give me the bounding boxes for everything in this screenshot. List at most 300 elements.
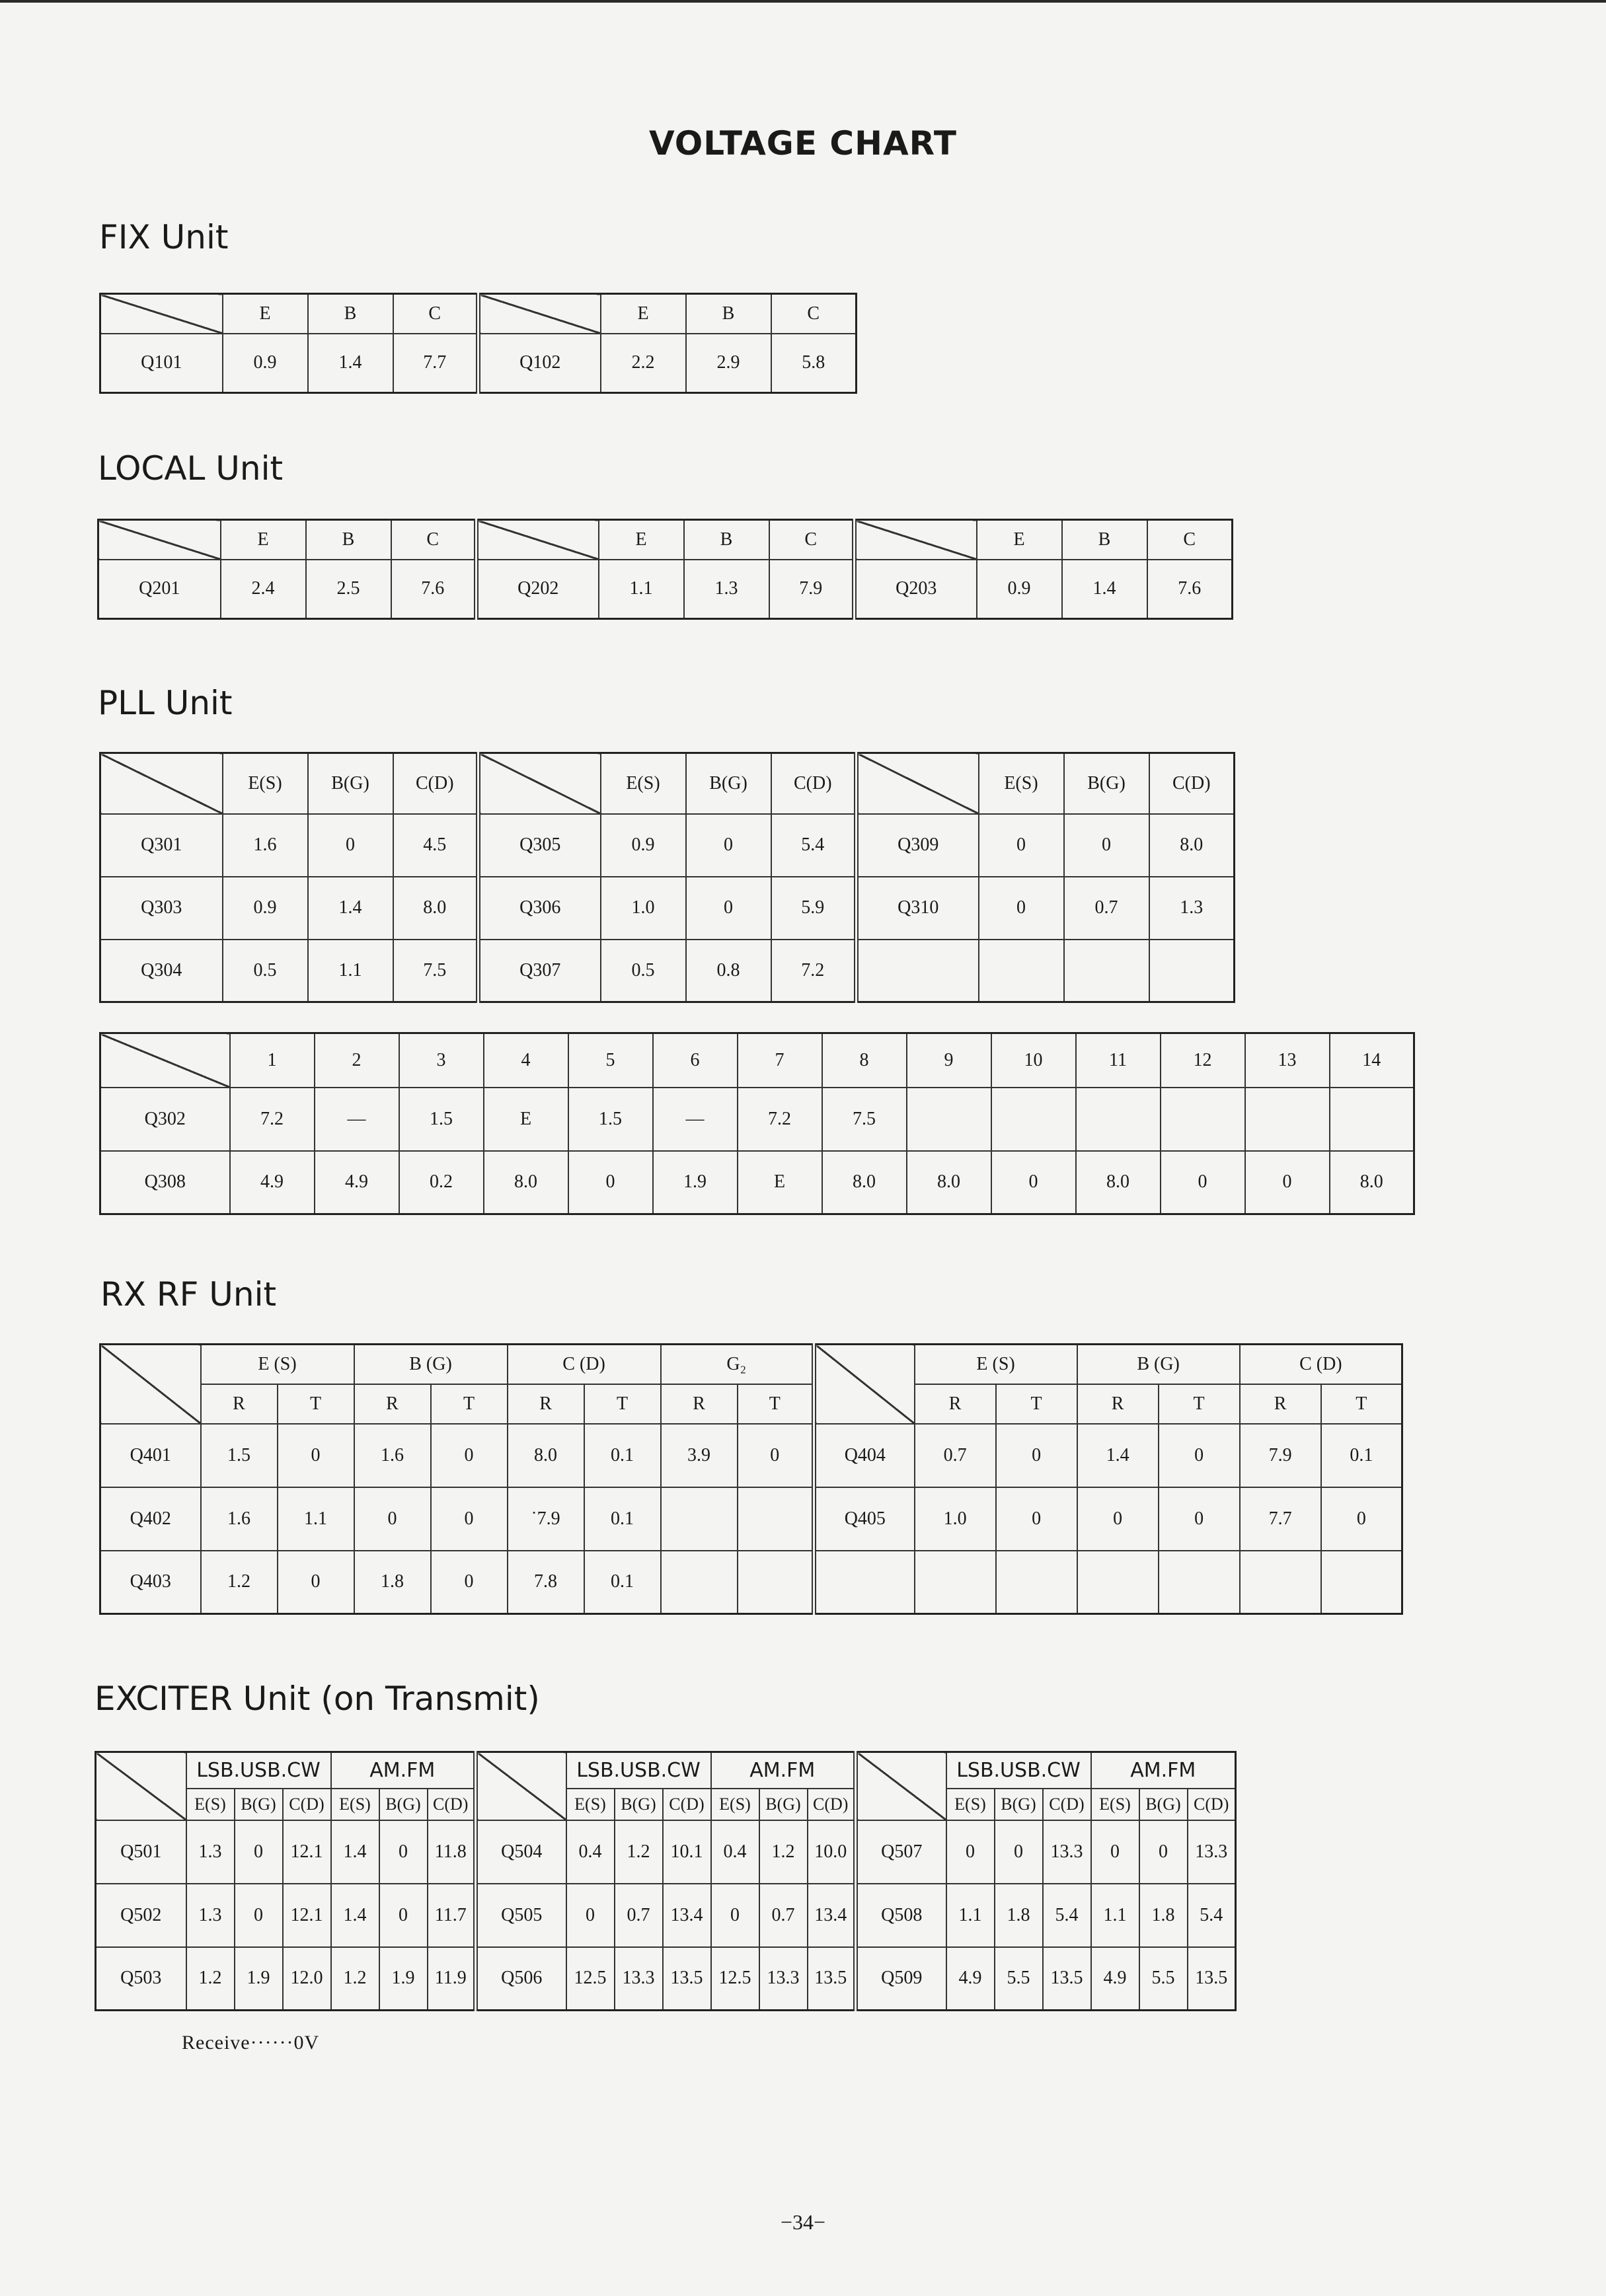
rxrf-voltage-value: 0 <box>1159 1487 1240 1551</box>
exciter-voltage-value: 5.4 <box>1188 1884 1236 1947</box>
pin-voltage-value: 0 <box>991 1151 1076 1214</box>
exciter-transistor-label: Q501 <box>96 1820 186 1884</box>
pll-transistor-label: Q303 <box>100 877 223 940</box>
exciter-mode-header: LSB.USB.CW <box>186 1752 331 1789</box>
pin-voltage-value: E <box>738 1151 822 1214</box>
exciter-voltage-value: 4.9 <box>1091 1947 1139 2011</box>
pin-voltage-value: 0 <box>1245 1151 1330 1214</box>
pin-number-header: 12 <box>1161 1033 1245 1088</box>
exciter-transistor-label: Q502 <box>96 1884 186 1947</box>
top-rule <box>0 0 1606 3</box>
pin-voltage-value: 0 <box>568 1151 653 1214</box>
exciter-voltage-value: 1.1 <box>1091 1884 1139 1947</box>
exciter-electrode-header: E(S) <box>331 1789 379 1820</box>
exciter-voltage-value: 0.7 <box>615 1884 663 1947</box>
fix-voltage-value: 1.4 <box>308 334 393 393</box>
pll-voltage-value: 5.4 <box>771 814 857 877</box>
rxrf-voltage-value: 1.6 <box>201 1487 278 1551</box>
page-title: VOLTAGE CHART <box>648 124 958 163</box>
pll-voltage-value: 0.5 <box>223 940 308 1002</box>
pll-column-header: E(S) <box>223 753 308 814</box>
local-voltage-value: 7.6 <box>1147 560 1233 619</box>
exciter-voltage-value: 10.1 <box>663 1820 711 1884</box>
exciter-mode-header: AM.FM <box>1091 1752 1236 1789</box>
pll-voltage-value: 7.5 <box>393 940 478 1002</box>
fix-unit-heading: FIX Unit <box>99 218 229 256</box>
pll-voltage-value: 8.0 <box>393 877 478 940</box>
exciter-transistor-label: Q505 <box>476 1884 566 1947</box>
exciter-electrode-header: B(G) <box>759 1789 808 1820</box>
exciter-voltage-value: 5.5 <box>1139 1947 1188 2011</box>
receive-note: Receive······0V <box>182 2032 320 2054</box>
pll-unit-table <box>99 752 1235 1003</box>
exciter-voltage-value: 1.2 <box>186 1947 235 2011</box>
rxrf-voltage-value: 0 <box>431 1551 508 1614</box>
rxrf-voltage-value: 0 <box>278 1551 354 1614</box>
exciter-voltage-value: 11.7 <box>428 1884 476 1947</box>
exciter-voltage-value: 0 <box>235 1820 283 1884</box>
exciter-electrode-header: B(G) <box>1139 1789 1188 1820</box>
pll-voltage-value: 4.5 <box>393 814 478 877</box>
fix-transistor-label: Q101 <box>100 334 223 393</box>
pll-column-header: C(D) <box>393 753 478 814</box>
fix-voltage-value: 7.7 <box>393 334 478 393</box>
exciter-voltage-value: 13.5 <box>808 1947 856 2011</box>
rxrf-voltage-value: 8.0 <box>508 1424 584 1487</box>
exciter-electrode-header: E(S) <box>186 1789 235 1820</box>
pll-corner-cell <box>478 753 601 814</box>
rxrf-voltage-value <box>661 1551 738 1614</box>
rxrf-transistor-label: Q405 <box>814 1487 915 1551</box>
local-column-header: E <box>221 520 306 560</box>
exciter-voltage-value: 13.3 <box>759 1947 808 2011</box>
fix-column-header: C <box>393 294 478 334</box>
exciter-transistor-label: Q508 <box>856 1884 946 1947</box>
pll-column-header: E(S) <box>601 753 686 814</box>
header-row <box>100 294 857 334</box>
exciter-voltage-value: 1.2 <box>331 1947 379 2011</box>
rxrf-rt-header: R <box>1077 1384 1159 1424</box>
pll-transistor-label: Q309 <box>857 814 979 877</box>
local-voltage-value: 1.1 <box>599 560 684 619</box>
exciter-electrode-header: E(S) <box>946 1789 995 1820</box>
rxrf-data-row <box>100 1487 1402 1551</box>
group-header-row <box>100 1345 1402 1384</box>
exciter-corner-cell <box>856 1752 946 1820</box>
page-number: −34− <box>780 2210 826 2234</box>
exciter-voltage-value: 12.5 <box>566 1947 615 2011</box>
pin-number-header: 7 <box>738 1033 822 1088</box>
pin-number-header: 6 <box>653 1033 738 1088</box>
rxrf-voltage-value <box>1321 1551 1402 1614</box>
pll-unit-heading: PLL Unit <box>98 684 233 722</box>
pll-column-header: C(D) <box>1149 753 1235 814</box>
local-unit-heading: LOCAL Unit <box>98 449 284 488</box>
rxrf-voltage-value <box>661 1487 738 1551</box>
rxrf-voltage-value <box>915 1551 996 1614</box>
rxrf-voltage-value: 1.6 <box>354 1424 431 1487</box>
pll-voltage-value <box>979 940 1064 1002</box>
pll-column-header: B(G) <box>1064 753 1149 814</box>
rxrf-rt-header: R <box>201 1384 278 1424</box>
pins-transistor-label: Q308 <box>100 1151 230 1214</box>
local-column-header: C <box>391 520 477 560</box>
exciter-voltage-value: 13.5 <box>1188 1947 1236 2011</box>
exciter-voltage-value: 1.4 <box>331 1820 379 1884</box>
exciter-voltage-value: 1.8 <box>1139 1884 1188 1947</box>
exciter-voltage-value: 12.1 <box>283 1884 331 1947</box>
pin-voltage-value: 7.5 <box>822 1088 907 1151</box>
pin-voltage-value: 7.2 <box>230 1088 315 1151</box>
fix-corner-cell <box>100 294 223 334</box>
pll-voltage-value: 0 <box>1064 814 1149 877</box>
pll-voltage-value: 0.9 <box>601 814 686 877</box>
pins-transistor-label: Q302 <box>100 1088 230 1151</box>
pin-voltage-value: 8.0 <box>907 1151 991 1214</box>
rxrf-transistor-label: Q404 <box>814 1424 915 1487</box>
exciter-mode-header: AM.FM <box>331 1752 476 1789</box>
rxrf-electrode-header: B (G) <box>1077 1345 1240 1384</box>
pll-voltage-value <box>1064 940 1149 1002</box>
rxrf-rt-header: R <box>915 1384 996 1424</box>
pll-column-header: E(S) <box>979 753 1064 814</box>
local-voltage-value: 0.9 <box>977 560 1062 619</box>
pll-pin-table <box>99 1032 1415 1215</box>
exciter-voltage-value: 1.1 <box>946 1884 995 1947</box>
pins-data-row <box>100 1088 1414 1151</box>
exciter-voltage-value: 0.4 <box>566 1820 615 1884</box>
exciter-voltage-value: 1.4 <box>331 1884 379 1947</box>
fix-voltage-value: 0.9 <box>223 334 308 393</box>
pin-voltage-value: 0 <box>1161 1151 1245 1214</box>
pll-transistor-label: Q304 <box>100 940 223 1002</box>
exciter-voltage-value: 13.3 <box>1043 1820 1091 1884</box>
fix-voltage-value: 2.2 <box>601 334 686 393</box>
exciter-voltage-value: 1.2 <box>759 1820 808 1884</box>
rxrf-unit-table <box>99 1343 1403 1615</box>
exciter-electrode-header: C(D) <box>283 1789 331 1820</box>
fix-transistor-label: Q102 <box>478 334 601 393</box>
exciter-voltage-value: 1.9 <box>379 1947 428 2011</box>
exciter-voltage-value: 1.3 <box>186 1820 235 1884</box>
local-corner-cell <box>855 520 977 560</box>
rxrf-voltage-value: 0 <box>1321 1487 1402 1551</box>
exciter-data-row <box>96 1884 1236 1947</box>
pin-number-header: 5 <box>568 1033 653 1088</box>
pin-voltage-value <box>1161 1088 1245 1151</box>
rxrf-corner-cell <box>100 1345 201 1424</box>
exciter-electrode-header: B(G) <box>235 1789 283 1820</box>
rxrf-rt-header: T <box>431 1384 508 1424</box>
pll-voltage-value <box>1149 940 1235 1002</box>
exciter-voltage-value: 12.0 <box>283 1947 331 2011</box>
local-column-header: C <box>1147 520 1233 560</box>
local-voltage-value: 2.4 <box>221 560 306 619</box>
rxrf-voltage-value: 0.7 <box>915 1424 996 1487</box>
pin-voltage-value <box>1330 1088 1414 1151</box>
rxrf-rt-header: R <box>354 1384 431 1424</box>
exciter-voltage-value: 0 <box>235 1884 283 1947</box>
rxrf-voltage-value: 0.1 <box>1321 1424 1402 1487</box>
pll-voltage-value: 1.1 <box>308 940 393 1002</box>
pin-voltage-value <box>907 1088 991 1151</box>
rxrf-voltage-value: 0 <box>738 1424 814 1487</box>
exciter-voltage-value: 0.7 <box>759 1884 808 1947</box>
pll-voltage-value: 0.9 <box>223 877 308 940</box>
rxrf-rt-header: T <box>1321 1384 1402 1424</box>
pin-voltage-value: 8.0 <box>1076 1151 1161 1214</box>
pll-corner-cell <box>100 753 223 814</box>
rxrf-voltage-value <box>1077 1551 1159 1614</box>
pin-number-header: 4 <box>484 1033 568 1088</box>
pll-column-header: B(G) <box>686 753 771 814</box>
exciter-electrode-header: E(S) <box>711 1789 759 1820</box>
pin-voltage-value: 1.5 <box>399 1088 484 1151</box>
pin-voltage-value: 8.0 <box>484 1151 568 1214</box>
fix-data-row <box>100 334 857 393</box>
exciter-electrode-header: E(S) <box>1091 1789 1139 1820</box>
exciter-corner-cell <box>96 1752 186 1820</box>
rxrf-transistor-label: Q402 <box>100 1487 201 1551</box>
rxrf-voltage-value: 0 <box>431 1424 508 1487</box>
rxrf-voltage-value: 0.1 <box>584 1424 661 1487</box>
local-corner-cell <box>477 520 599 560</box>
rxrf-voltage-value <box>996 1551 1077 1614</box>
pll-corner-cell <box>857 753 979 814</box>
exciter-voltage-value: 5.5 <box>995 1947 1043 2011</box>
local-voltage-value: 2.5 <box>306 560 391 619</box>
exciter-voltage-value: 12.5 <box>711 1947 759 2011</box>
exciter-electrode-header: E(S) <box>566 1789 615 1820</box>
pll-voltage-value: 8.0 <box>1149 814 1235 877</box>
exciter-voltage-value: 0 <box>566 1884 615 1947</box>
exciter-voltage-value: 13.3 <box>1188 1820 1236 1884</box>
exciter-voltage-value: 10.0 <box>808 1820 856 1884</box>
exciter-voltage-value: 13.4 <box>808 1884 856 1947</box>
rxrf-voltage-value: 0 <box>996 1487 1077 1551</box>
sub-header-row <box>96 1789 1236 1820</box>
exciter-data-row <box>96 1820 1236 1884</box>
fix-column-header: E <box>601 294 686 334</box>
rxrf-rt-header: R <box>1240 1384 1321 1424</box>
exciter-electrode-header: C(D) <box>808 1789 856 1820</box>
pll-voltage-value: 0 <box>308 814 393 877</box>
pll-voltage-value: 0 <box>686 814 771 877</box>
pll-data-row <box>100 877 1235 940</box>
exciter-voltage-value: 0 <box>995 1820 1043 1884</box>
pin-number-header: 14 <box>1330 1033 1414 1088</box>
exciter-voltage-value: 0 <box>946 1820 995 1884</box>
pins-data-row <box>100 1151 1414 1214</box>
exciter-electrode-header: B(G) <box>995 1789 1043 1820</box>
rxrf-voltage-value: 0.1 <box>584 1551 661 1614</box>
rxrf-voltage-value: 1.5 <box>201 1424 278 1487</box>
rxrf-transistor-label: Q401 <box>100 1424 201 1487</box>
rxrf-voltage-value: 3.9 <box>661 1424 738 1487</box>
exciter-voltage-value: 5.4 <box>1043 1884 1091 1947</box>
exciter-electrode-header: C(D) <box>1188 1789 1236 1820</box>
rxrf-rt-header: T <box>584 1384 661 1424</box>
sub-header-row <box>100 1384 1402 1424</box>
exciter-voltage-value: 13.5 <box>1043 1947 1091 2011</box>
exciter-electrode-header: B(G) <box>615 1789 663 1820</box>
rxrf-electrode-header: E (S) <box>201 1345 354 1384</box>
pll-data-row <box>100 940 1235 1002</box>
pll-voltage-value: 7.2 <box>771 940 857 1002</box>
fix-voltage-value: 5.8 <box>771 334 857 393</box>
exciter-voltage-value: 0 <box>1139 1820 1188 1884</box>
pin-voltage-value: 8.0 <box>1330 1151 1414 1214</box>
exciter-voltage-value: 0 <box>379 1820 428 1884</box>
rxrf-voltage-value: 0.1 <box>584 1487 661 1551</box>
local-transistor-label: Q201 <box>98 560 221 619</box>
exciter-unit-table <box>95 1751 1237 2011</box>
rxrf-rt-header: R <box>508 1384 584 1424</box>
rxrf-voltage-value: 0 <box>1159 1424 1240 1487</box>
rxrf-corner-cell <box>814 1345 915 1424</box>
pin-voltage-value <box>1076 1088 1161 1151</box>
local-unit-table <box>97 519 1233 620</box>
pin-voltage-value <box>1245 1088 1330 1151</box>
rxrf-electrode-header: B (G) <box>354 1345 508 1384</box>
mode-header-row <box>96 1752 1236 1789</box>
rxrf-electrode-header: G₂ <box>661 1345 814 1384</box>
pin-voltage-value: — <box>315 1088 399 1151</box>
pin-voltage-value <box>991 1088 1076 1151</box>
pll-voltage-value: 1.4 <box>308 877 393 940</box>
rxrf-voltage-value <box>1240 1551 1321 1614</box>
pll-transistor-label: Q301 <box>100 814 223 877</box>
pll-voltage-value: 1.0 <box>601 877 686 940</box>
rxrf-voltage-value: 0 <box>996 1424 1077 1487</box>
rxrf-voltage-value: 1.1 <box>278 1487 354 1551</box>
pll-column-header: C(D) <box>771 753 857 814</box>
pin-number-header: 3 <box>399 1033 484 1088</box>
exciter-voltage-value: 0 <box>711 1884 759 1947</box>
pll-column-header: B(G) <box>308 753 393 814</box>
exciter-voltage-value: 4.9 <box>946 1947 995 2011</box>
rxrf-voltage-value: 0 <box>1077 1487 1159 1551</box>
rxrf-voltage-value: 1.2 <box>201 1551 278 1614</box>
pin-voltage-value: E <box>484 1088 568 1151</box>
header-row <box>98 520 1233 560</box>
header-row <box>100 753 1235 814</box>
exciter-mode-header: LSB.USB.CW <box>566 1752 711 1789</box>
pll-voltage-value: 0.8 <box>686 940 771 1002</box>
rxrf-voltage-value: 7.8 <box>508 1551 584 1614</box>
rxrf-transistor-label: Q403 <box>100 1551 201 1614</box>
local-transistor-label: Q203 <box>855 560 977 619</box>
rxrf-unit-heading: RX RF Unit <box>100 1275 277 1314</box>
pin-voltage-value: 1.9 <box>653 1151 738 1214</box>
exciter-transistor-label: Q507 <box>856 1820 946 1884</box>
pll-transistor-label: Q307 <box>478 940 601 1002</box>
rxrf-data-row <box>100 1551 1402 1614</box>
pll-voltage-value: 1.3 <box>1149 877 1235 940</box>
pin-number-header: 1 <box>230 1033 315 1088</box>
exciter-voltage-value: 1.3 <box>186 1884 235 1947</box>
exciter-mode-header: LSB.USB.CW <box>946 1752 1091 1789</box>
fix-column-header: C <box>771 294 857 334</box>
pll-voltage-value: 0 <box>686 877 771 940</box>
pll-voltage-value: 0.5 <box>601 940 686 1002</box>
local-column-header: B <box>1062 520 1147 560</box>
fix-corner-cell <box>478 294 601 334</box>
rxrf-voltage-value: 1.4 <box>1077 1424 1159 1487</box>
fix-column-header: B <box>308 294 393 334</box>
rxrf-voltage-value: 0 <box>354 1487 431 1551</box>
exciter-voltage-value: 1.2 <box>615 1820 663 1884</box>
fix-column-header: B <box>686 294 771 334</box>
rxrf-voltage-value <box>1159 1551 1240 1614</box>
rxrf-voltage-value: 1.8 <box>354 1551 431 1614</box>
rxrf-data-row <box>100 1424 1402 1487</box>
pll-voltage-value: 5.9 <box>771 877 857 940</box>
rxrf-electrode-header: E (S) <box>915 1345 1077 1384</box>
exciter-voltage-value: 0.4 <box>711 1820 759 1884</box>
rxrf-voltage-value: 0 <box>278 1424 354 1487</box>
local-voltage-value: 7.6 <box>391 560 477 619</box>
exciter-data-row <box>96 1947 1236 2011</box>
pin-voltage-value: — <box>653 1088 738 1151</box>
exciter-transistor-label: Q503 <box>96 1947 186 2011</box>
local-column-header: E <box>599 520 684 560</box>
pin-voltage-value: 1.5 <box>568 1088 653 1151</box>
exciter-transistor-label: Q504 <box>476 1820 566 1884</box>
pin-number-header: 2 <box>315 1033 399 1088</box>
rxrf-voltage-value <box>738 1551 814 1614</box>
exciter-voltage-value: 13.3 <box>615 1947 663 2011</box>
rxrf-electrode-header: C (D) <box>508 1345 661 1384</box>
rxrf-rt-header: T <box>1159 1384 1240 1424</box>
exciter-corner-cell <box>476 1752 566 1820</box>
exciter-voltage-value: 13.4 <box>663 1884 711 1947</box>
exciter-voltage-value: 1.8 <box>995 1884 1043 1947</box>
fix-column-header: E <box>223 294 308 334</box>
pin-voltage-value: 0.2 <box>399 1151 484 1214</box>
fix-unit-table <box>99 293 857 394</box>
local-data-row <box>98 560 1233 619</box>
local-voltage-value: 1.3 <box>684 560 769 619</box>
rxrf-voltage-value <box>738 1487 814 1551</box>
pin-voltage-value: 7.2 <box>738 1088 822 1151</box>
rxrf-voltage-value: ˙7.9 <box>508 1487 584 1551</box>
local-corner-cell <box>98 520 221 560</box>
pin-voltage-value: 4.9 <box>230 1151 315 1214</box>
pll-transistor-label: Q306 <box>478 877 601 940</box>
header-row <box>100 1033 1414 1088</box>
rxrf-rt-header: T <box>738 1384 814 1424</box>
exciter-electrode-header: C(D) <box>428 1789 476 1820</box>
rxrf-voltage-value: 7.7 <box>1240 1487 1321 1551</box>
local-column-header: E <box>977 520 1062 560</box>
local-transistor-label: Q202 <box>477 560 599 619</box>
exciter-voltage-value: 1.9 <box>235 1947 283 2011</box>
pll-transistor-label: Q310 <box>857 877 979 940</box>
exciter-mode-header: AM.FM <box>711 1752 856 1789</box>
rxrf-electrode-header: C (D) <box>1240 1345 1402 1384</box>
pll-transistor-label <box>857 940 979 1002</box>
rxrf-rt-header: R <box>661 1384 738 1424</box>
rxrf-voltage-value: 7.9 <box>1240 1424 1321 1487</box>
pins-corner-cell <box>100 1033 230 1088</box>
exciter-transistor-label: Q509 <box>856 1947 946 2011</box>
pll-data-row <box>100 814 1235 877</box>
exciter-transistor-label: Q506 <box>476 1947 566 2011</box>
pin-voltage-value: 4.9 <box>315 1151 399 1214</box>
pll-voltage-value: 0 <box>979 877 1064 940</box>
rxrf-transistor-label <box>814 1551 915 1614</box>
